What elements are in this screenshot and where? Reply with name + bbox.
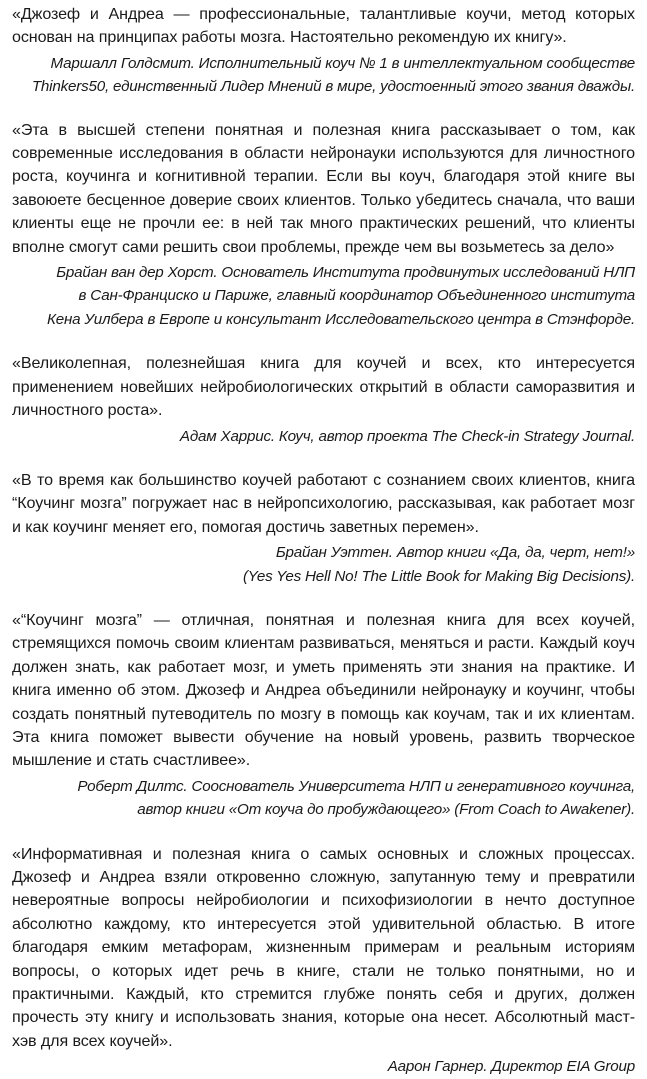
testimonial-quote: «“Коучинг мозга” — отличная, понятная и полезная книга для всех коучей, стремящихся помочь своим клиентам развиваться, меняться и расти. Каждый коуч должен знать, как работает мозг, и уметь применять эти знания на практике. И книга именно об этом. Джозеф и Андреа объединили нейронауку и коучинг, чтобы создать понятный путеводитель по мозгу в помощь как коучам, так и их клиентам. Эта книга поможет вывести обучение на новый уровень, развить творческое мышление и стать счастливее».: [12, 610, 635, 770]
attribution-line: Thinkers50, единственный Лидер Мнений в мире, удостоенный этого звания дважды.: [31, 78, 635, 96]
attribution-line: Аарон Гарнер. Директор EIA Group: [387, 1058, 635, 1076]
attribution-line: в Сан-Франциско и Париже, главный координатор Объединенного института: [78, 287, 635, 305]
testimonial-whetten: [12, 469, 635, 588]
testimonial-quote: «Информативная и полезная книга о самых основных и сложных процессах. Джозеф и Андреа взяли откровенно сложную, запутанную тему и превратили невероятные вопросы нейробиологии и психофизиологии в нечто доступное абсолютно каждому, кто интересуется этой удивительной областью. В итоге благодаря емким метафорам, жизненным примерам и реальным историям вопросы, о которых идет речь в книге, стали не только понятными, но и практичными. Каждый, кто стремится глубже понять себя и других, должен прочесть эту книгу и использовать знания, которые она несет. Абсолютный маст-хэв для всех коучей».: [12, 844, 635, 1050]
testimonial-attribution: [12, 261, 635, 331]
attribution-line: Роберт Дилтс. Сооснователь Университета НЛП и генеративного коучинга,: [77, 777, 635, 795]
attribution-line: Брайан Уэттен. Автор книги «Да, да, черт, нет!»: [275, 544, 635, 562]
testimonial-attribution: [12, 775, 635, 822]
testimonial-attribution: [12, 541, 635, 588]
attribution-line: Кена Уилбера в Европе и консультант Исследовательского центра в Стэнфорде.: [46, 310, 635, 328]
attribution-line: Брайан ван дер Хорст. Основатель Института продвинутых исследований НЛП: [56, 264, 635, 282]
attribution-line: Адам Харрис. Коуч, автор проекта The Check-in Strategy Journal.: [179, 427, 635, 445]
testimonial-harris: [12, 352, 635, 448]
attribution-line: автор книги «От коуча до пробуждающего» (From Coach to Awakener).: [137, 801, 635, 819]
testimonial-attribution: [12, 52, 635, 99]
testimonial-attribution: [12, 1055, 635, 1078]
attribution-line: (Yes Yes Hell No! The Little Book for Making Big Decisions).: [242, 567, 635, 585]
testimonial-quote: «Джозеф и Андреа — профессиональные, талантливые коучи, метод которых основан на принципах работы мозга. Настоятельно рекомендую их книгу».: [12, 5, 635, 47]
testimonial-van-der-horst: [12, 119, 635, 332]
testimonial-attribution: [12, 425, 635, 448]
testimonial-goldsmith: [12, 3, 635, 99]
testimonial-quote: «Великолепная, полезнейшая книга для коучей и всех, кто интересуется применением новейших нейробиологических открытий в области саморазвития и личностного роста».: [12, 354, 635, 420]
testimonial-quote: «В то время как большинство коучей работают с сознанием своих клиентов, книга “Коучинг мозга” погружает нас в нейропсихологию, рассказывая, как работает мозг и как коучинг меняет его, помогая достичь заветных перемен».: [12, 470, 635, 536]
testimonial-quote: «Эта в высшей степени понятная и полезная книга рассказывает о том, как современные исследования в области нейронауки используются для личностного роста, коучинга и когнитивной терапии. Если вы коуч, благодаря этой книге вы завоюете бесценное доверие своих клиентов. Только убедитесь сначала, что ваши клиенты еще не прочли ее: в ней так много практических решений, что клиенты вполне смогут сами решить свои проблемы, прежде чем вы возьметесь за дело»: [12, 120, 635, 256]
attribution-line: Маршалл Голдсмит. Исполнительный коуч № 1 в интеллектуальном сообществе: [50, 54, 635, 72]
testimonial-dilts: [12, 609, 635, 822]
testimonial-garner: [12, 843, 635, 1079]
